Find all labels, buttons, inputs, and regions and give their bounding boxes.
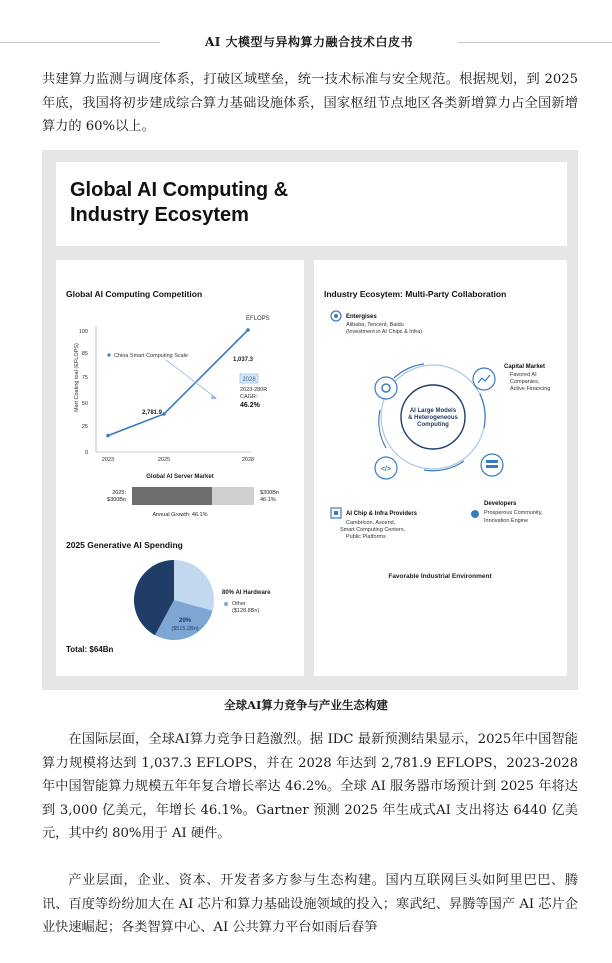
figure-title xyxy=(70,178,470,228)
figure-title-line1: Global AI Computing & xyxy=(70,179,289,201)
cagr-line2: CAGR: xyxy=(240,394,258,400)
header-title: AI 大模型与异构算力融合技术白皮书 xyxy=(204,35,414,49)
right-panel-svg xyxy=(314,260,567,676)
chip-providers-title: AI Chip & Infra Providers xyxy=(346,511,418,517)
pie-label-20pct-value: ($515.2Bn) xyxy=(171,626,199,632)
legend-leader xyxy=(166,360,216,398)
y-tick-label: 50 xyxy=(81,401,88,407)
cagr-line1: 2023-280R xyxy=(240,387,268,393)
pie-label-other-line2: ($128.8Bn) xyxy=(232,608,260,614)
pie-label-20pct: 20% xyxy=(178,618,192,624)
x-tick-label: 2028 xyxy=(241,457,255,463)
legend-marker xyxy=(107,353,110,356)
server-bar-2025 xyxy=(132,487,212,505)
arrow-icon xyxy=(211,394,217,399)
server-icon-bar xyxy=(486,465,498,468)
figure-caption: 全球AI算力竞争与产业生态构建 xyxy=(224,698,388,712)
developers-line2: Innovation Engine xyxy=(484,518,529,524)
header-rule-right xyxy=(458,42,612,43)
data-point xyxy=(246,328,250,332)
gear-icon xyxy=(375,377,397,399)
capital-line3: Active Financing xyxy=(510,386,551,392)
enterprises-title: Entergises xyxy=(346,314,377,320)
chip-providers-line1: Cambricon, Ascend, xyxy=(346,520,396,526)
enterprises-line2: (Investment in AI Chips & Infra) xyxy=(346,329,423,335)
right-panel xyxy=(314,260,567,676)
server-left-line1: 2025: xyxy=(112,490,126,496)
developers-line1: Prosperous Community, xyxy=(484,510,543,516)
annual-growth-label: Annual Growth: 46.1% xyxy=(152,512,208,518)
chip-icon-core xyxy=(334,511,338,515)
y-tick-label: 25 xyxy=(81,424,88,430)
left-panel xyxy=(56,260,304,676)
figure-title-line2: Industry Ecosytem xyxy=(70,204,249,226)
ecosystem-footer: Favorable Industrial Environment xyxy=(388,573,492,580)
line-chart xyxy=(79,326,254,463)
spending-title: 2025 Generative AI Spending xyxy=(66,540,183,550)
chip-providers-line3: Public Platforms xyxy=(346,534,386,540)
x-tick-label: 2025 xyxy=(157,457,171,463)
y-tick-label: 0 xyxy=(84,450,88,456)
competition-title: Global AI Computing Competition xyxy=(66,289,203,299)
cagr-badge-label: 2028 xyxy=(242,377,256,383)
paragraph-3: 产业层面，企业、资本、开发者多方参与生态构建。国内互联网巨头如阿里巴巴、腾讯、百度等纷纷加大在 AI 芯片和算力基础设施领域的投入；寒武纪、昇腾等国产 AI 芯片企业快速崛起；各类智算中心、AI 公共算力平台如雨后春笋 xyxy=(42,873,578,936)
server-bar-growth xyxy=(212,487,254,505)
enterprise-icon-core xyxy=(334,314,338,318)
y-axis-label: Mart Coating toal (EFLOPS) xyxy=(74,343,80,412)
y-tick-label: 75 xyxy=(81,375,88,381)
flow-arrow-arc xyxy=(480,394,485,428)
y-tick-label: 85 xyxy=(81,351,88,357)
legend-label: China Smart Computing Scale xyxy=(114,353,188,359)
center-label-line1: AI Large Models xyxy=(409,408,457,414)
paragraph-2: 在国际层面，全球AI算力竞争日趋激烈。据 IDC 最新预测结果显示，2025年中国智能算力规模将达到 1,037.3 EFLOPS，并在 2028 年达到 2,781.9 EFLOPS，2023-2028 年中国智能算力规模五年年复合增长率达 46.2%。全球 AI 服务器市场预计到 2025 年将达到 3,000 亿美元，年增长 46.1%。Gartner 预测 2025 年生成式AI 支出将达 6440 亿美元，其中约 80%用于 AI 硬件。 xyxy=(42,732,578,842)
server-left-line2: $300Bn xyxy=(107,497,126,503)
pie-legend-marker xyxy=(224,602,228,606)
figure xyxy=(42,150,578,690)
developers-title: Developers xyxy=(484,501,517,507)
x-tick-label: 2023 xyxy=(101,457,115,463)
server-right-line1: $300Bn xyxy=(260,490,279,496)
data-label-2781: 2,781.9 xyxy=(142,410,163,416)
ecosystem-title: Industry Ecosytem: Multi-Party Collaboration xyxy=(324,289,507,299)
chip-providers-line2: Smart Computing Centers, xyxy=(340,527,406,533)
server-icon-bar xyxy=(486,460,498,463)
pie-total: Total: $64Bn xyxy=(66,645,114,654)
enterprises-line1: Alibaba, Tencent, Baidu xyxy=(346,322,404,328)
center-label-line3: Computing xyxy=(417,422,449,428)
cagr-value: 46.2% xyxy=(240,402,260,409)
server-right-line2: 46.1% xyxy=(260,497,276,503)
series-line-china-scale xyxy=(108,330,248,436)
y-tick-label: 100 xyxy=(78,329,88,335)
header-rule-left xyxy=(0,42,160,43)
running-header xyxy=(0,32,612,52)
pie-label-hardware: 80% AI Hardware xyxy=(222,590,271,596)
developer-icon xyxy=(471,510,479,518)
chart-growth-icon xyxy=(473,368,495,390)
paragraph-1: 共建算力监测与调度体系，打破区域壁垒，统一技术标准与安全规范。根据规划，到 2025 年底，我国将初步建成综合算力基础设施体系，国家枢纽节点地区各类新增算力占全国新增算力的 60%以上。 xyxy=(42,72,578,135)
server-market-title: Global AI Server Market xyxy=(146,474,214,480)
pie-label-other-line1: Other xyxy=(232,601,246,607)
data-point xyxy=(162,412,166,416)
data-point xyxy=(106,434,110,438)
capital-title: Capital Market xyxy=(504,364,546,370)
unit-label: EFLOPS xyxy=(246,316,270,322)
capital-line2: Companies, xyxy=(510,379,540,385)
code-icon-glyph: </> xyxy=(380,466,392,473)
center-label-line2: & Heterogeneous xyxy=(408,415,458,421)
data-label-1037: 1,037.3 xyxy=(233,357,254,363)
figure-title-box xyxy=(56,162,567,246)
left-panel-svg xyxy=(56,260,304,676)
capital-line1: Favored AI xyxy=(510,372,537,378)
